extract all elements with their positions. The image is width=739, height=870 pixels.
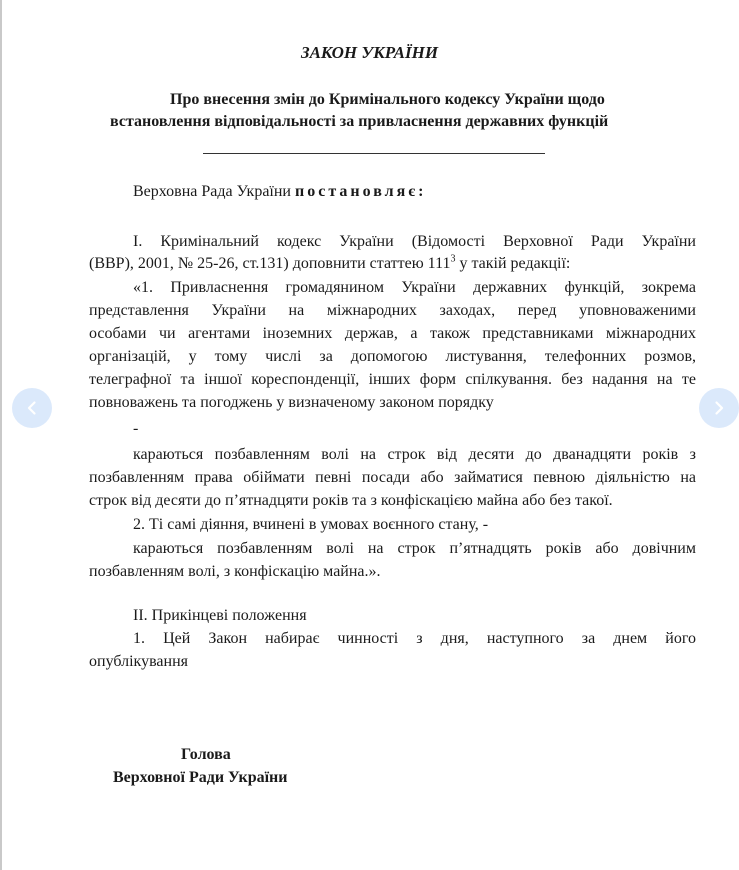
preamble-prefix: Верховна Рада України [133, 183, 295, 200]
section2-item1-line2: опублікування [89, 653, 188, 670]
chevron-left-icon [24, 400, 40, 416]
signature-org: Верховної Ради України [113, 769, 288, 786]
section2-item1-line1: 1. Цей Закон набирає чинності з дня, наступного за днем його [133, 630, 696, 647]
article-penalty-line: позбавленням права обіймати певні посади або займатися певною діяльністю на [89, 469, 696, 486]
section2-heading: ІІ. Прикінцеві положення [133, 607, 307, 624]
preamble-spaced: постановляє: [295, 183, 427, 200]
subtitle-line-1: Про внесення змін до Кримінального кодексу України щодо [170, 91, 605, 108]
section1-line2-text: (ВВР), 2001, № 25-26, ст.131) доповнити статтею 111 [89, 255, 451, 272]
article-penalty-line: караються позбавленням волі на строк від десяти до дванадцяти років з [133, 446, 696, 463]
article-p2-penalty-line: караються позбавленням волі на строк п’ятнадцять років або довічним [133, 540, 696, 557]
article-superscript: 3 [450, 253, 456, 265]
law-title: ЗАКОН УКРАЇНИ [300, 43, 439, 62]
article-p2-penalty-line: позбавленням волі, з конфіскацію майна.». [89, 563, 381, 580]
page-edge [0, 0, 2, 870]
signature-title: Голова [181, 746, 231, 763]
preamble [133, 181, 427, 203]
article-p1-line: організацій, у тому числі за допомогою листування, телефонних розмов, [89, 348, 696, 365]
subtitle-line-2: встановлення відповідальності за привласнення державних функцій [110, 113, 609, 130]
article-p1-line: представлення України на міжнародних заходах, перед уповноваженими [89, 302, 696, 319]
article-p1-line: повноважень та погоджень у визначеному законом порядку [89, 394, 494, 411]
next-page-button[interactable] [699, 388, 739, 428]
article-p2: 2. Ті самі діяння, вчинені в умовах воєнного стану, - [133, 516, 489, 533]
article-dash: - [133, 420, 139, 437]
article-penalty-line: строк від десяти до п’ятнадцяти років та з конфіскацією майна або без такої. [89, 492, 613, 509]
article-p1-line: телеграфної та іншої кореспонденції, інших форм спілкування. без надання на те [89, 371, 696, 388]
section1-line2 [89, 253, 570, 275]
previous-page-button[interactable] [12, 388, 52, 428]
chevron-right-icon [711, 400, 727, 416]
section1-line1: І. Кримінальний кодекс України (Відомості Верховної Ради України [133, 233, 696, 250]
title-divider [203, 153, 545, 154]
section1-line2-tail: у такій редакції: [455, 255, 571, 272]
article-p1-line: «1. Привласнення громадянином України державних функцій, зокрема [133, 279, 696, 296]
article-p1-line: особами чи агентами іноземних держав, а також представниками міжнародних [89, 325, 696, 342]
